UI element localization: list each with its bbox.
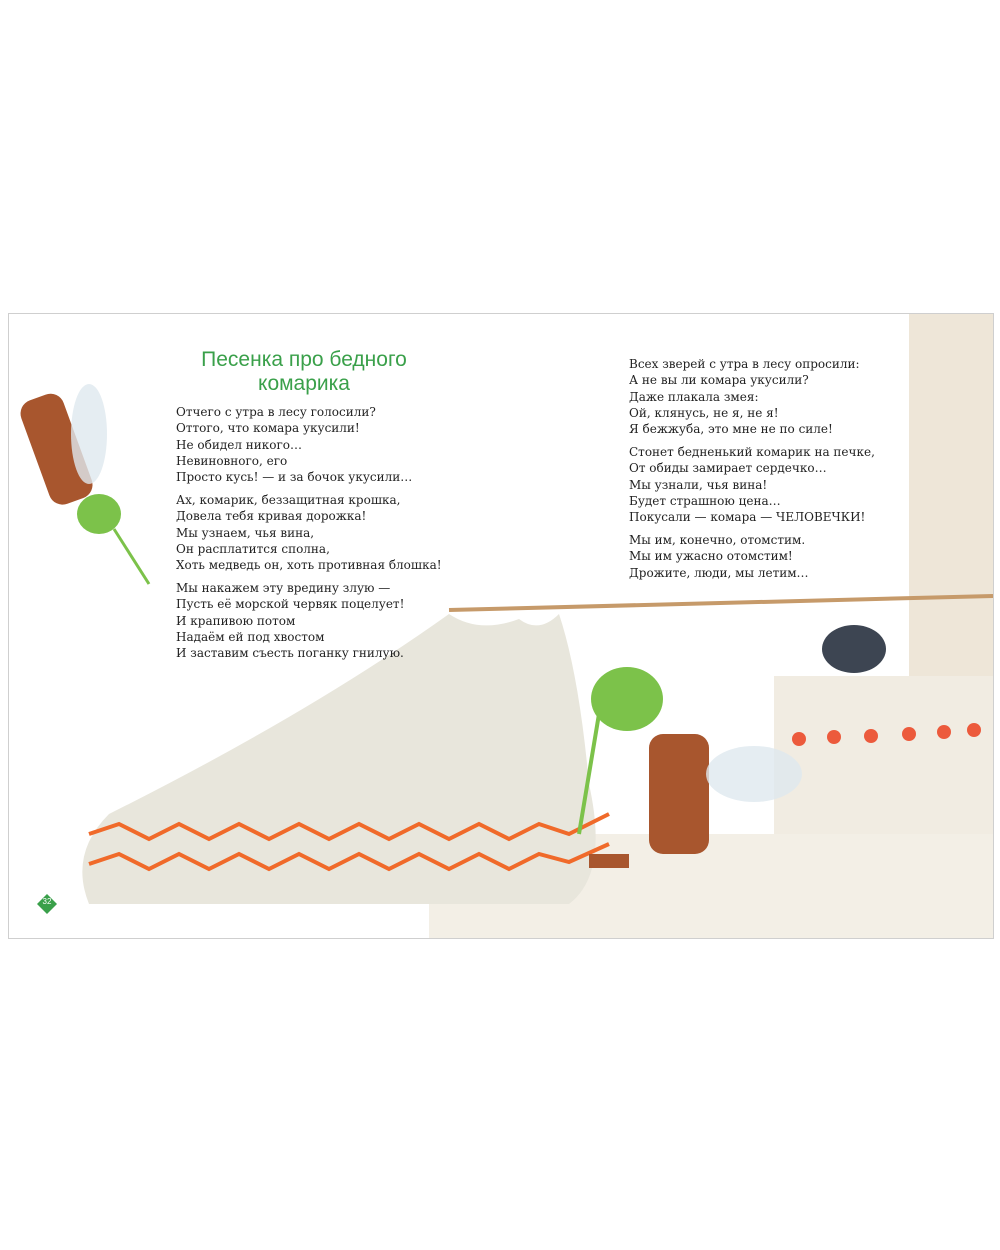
verse-line: Надаём ей под хвостом xyxy=(176,629,325,644)
right-stanza-3 xyxy=(629,532,809,581)
pot xyxy=(822,625,886,673)
verse-line: Он расплатится сполна, xyxy=(176,541,330,556)
left-stanza-1 xyxy=(176,404,412,485)
verse-line: Мы узнали, чья вина! xyxy=(629,477,768,492)
verse-line: Хоть медведь он, хоть противная блошка! xyxy=(176,558,442,573)
verse-line: Довела тебя кривая дорожка! xyxy=(176,509,367,524)
verse-line: Оттого, что комара укусили! xyxy=(176,421,360,436)
poem-title: Песенка про бедного комарика xyxy=(201,348,407,395)
verse-line: Мы им, конечно, отомстим. xyxy=(629,533,806,547)
verse-line: Мы накажем эту вредину злую — xyxy=(176,581,391,595)
left-stanza-3 xyxy=(176,580,404,661)
verse-line: Ах, комарик, беззащитная крошка, xyxy=(176,493,401,507)
right-stanza-1 xyxy=(629,356,860,437)
book-spread xyxy=(8,313,994,939)
left-stanza-2 xyxy=(176,492,442,573)
verse-line: Я бежжуба, это мне не по силе! xyxy=(629,422,833,437)
verse-line: Отчего с утра в лесу голосили? xyxy=(176,405,376,419)
verse-line: Не обидел никого… xyxy=(176,437,302,452)
verse-line: Даже плакала змея: xyxy=(629,389,759,404)
verse-line: Всех зверей с утра в лесу опросили: xyxy=(629,357,860,371)
verse-line: Ой, клянусь, не я, не я! xyxy=(629,405,779,420)
page-number: 32 xyxy=(42,897,52,906)
verse-line: Покусали — комара — ЧЕЛОВЕЧКИ! xyxy=(629,510,866,525)
verse-line: Мы им ужасно отомстим! xyxy=(629,549,793,564)
verse-line: Невиновного, его xyxy=(176,453,288,468)
verse-line: Стонет бедненький комарик на печке, xyxy=(629,445,875,459)
verse-line: И заставим съесть поганку гнилую. xyxy=(176,646,404,661)
page-number-badge xyxy=(37,894,57,914)
verse-line: Пусть её морской червяк поцелует! xyxy=(176,597,405,612)
verse-line: Мы узнаем, чья вина, xyxy=(176,525,315,540)
verse-line: Будет страшною цена… xyxy=(629,493,781,508)
verse-line: От обиды замирает сердечко… xyxy=(629,461,827,476)
verse-line: А не вы ли комара укусили? xyxy=(629,373,809,388)
flying-mosquito xyxy=(17,384,149,584)
verse-line: Просто кусь! — и за бочок укусили… xyxy=(176,470,413,485)
right-stanza-2 xyxy=(629,444,875,525)
verse-line: Дрожите, люди, мы летим… xyxy=(629,565,809,580)
verse-line: И крапивою потом xyxy=(176,613,296,628)
